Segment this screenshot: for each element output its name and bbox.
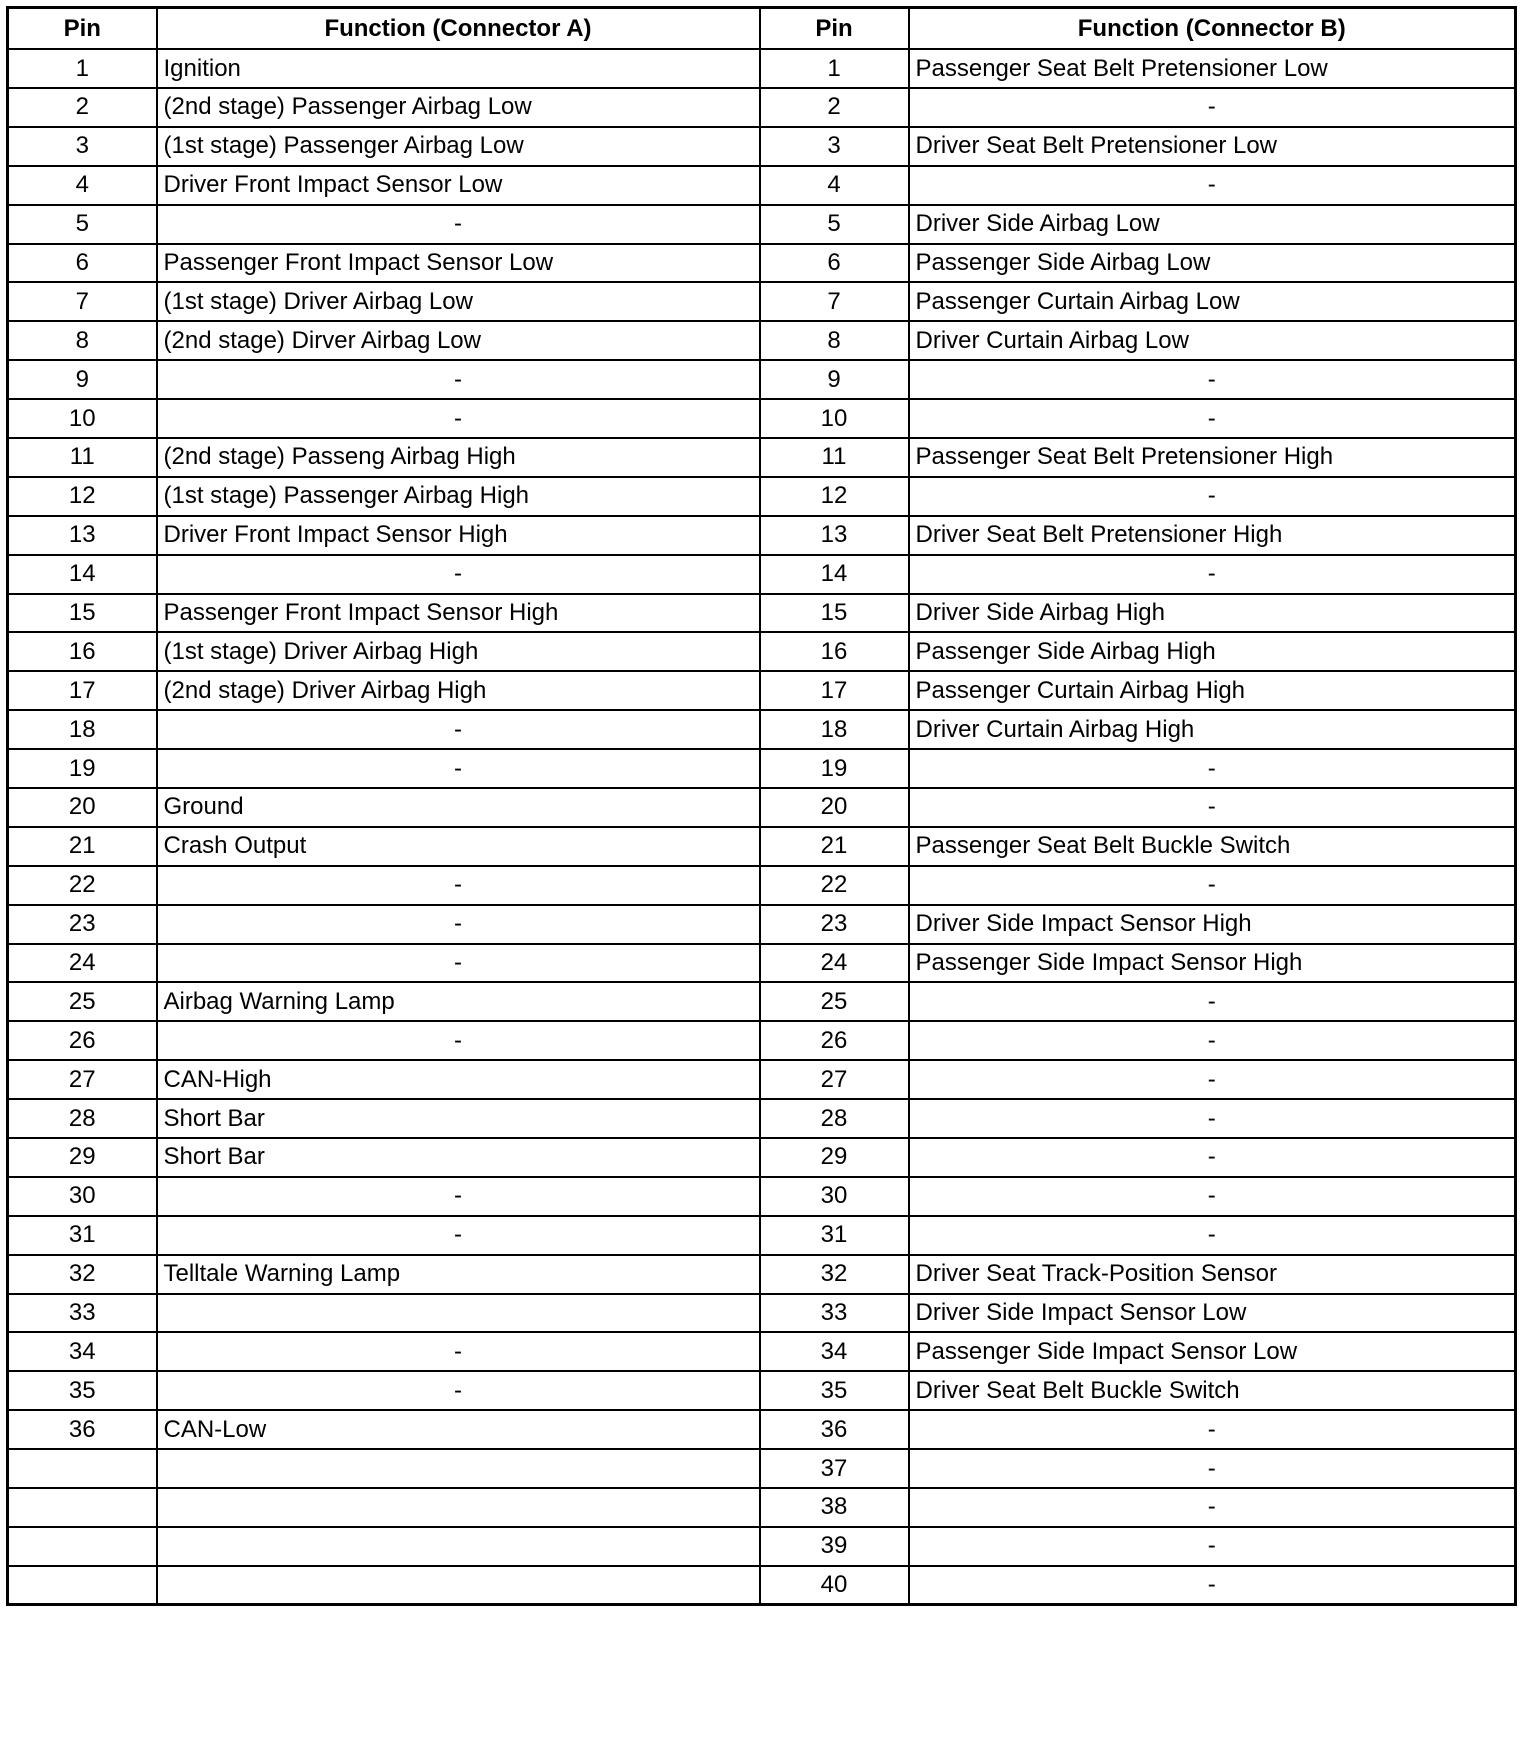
pin-a-cell: 23 [8, 905, 157, 944]
pin-b-cell: 32 [760, 1255, 909, 1294]
pin-b-cell: 28 [760, 1099, 909, 1138]
pin-b-cell: 15 [760, 594, 909, 633]
function-a-cell [157, 1566, 760, 1605]
pin-a-cell: 31 [8, 1216, 157, 1255]
function-a-cell: (2nd stage) Passenger Airbag Low [157, 88, 760, 127]
table-row [8, 749, 1516, 788]
function-b-cell: Driver Seat Belt Pretensioner High [909, 516, 1516, 555]
table-row [8, 710, 1516, 749]
pin-a-cell: 35 [8, 1371, 157, 1410]
pin-b-cell: 22 [760, 866, 909, 905]
function-b-cell: Driver Side Impact Sensor High [909, 905, 1516, 944]
pin-b-cell: 4 [760, 166, 909, 205]
pin-a-cell: 25 [8, 982, 157, 1021]
pin-a-cell [8, 1488, 157, 1527]
pin-a-cell: 3 [8, 127, 157, 166]
pin-a-cell: 9 [8, 360, 157, 399]
table-row [8, 1021, 1516, 1060]
pin-b-cell: 20 [760, 788, 909, 827]
function-b-cell: Driver Side Airbag High [909, 594, 1516, 633]
function-a-cell: - [157, 749, 760, 788]
function-b-cell: - [909, 1566, 1516, 1605]
pin-b-cell: 5 [760, 205, 909, 244]
function-b-cell: - [909, 749, 1516, 788]
pin-a-cell: 10 [8, 399, 157, 438]
function-b-cell: Passenger Seat Belt Buckle Switch [909, 827, 1516, 866]
pin-a-cell: 2 [8, 88, 157, 127]
function-b-cell: - [909, 88, 1516, 127]
function-b-cell: Passenger Side Impact Sensor Low [909, 1332, 1516, 1371]
pin-b-cell: 24 [760, 944, 909, 983]
table-row [8, 88, 1516, 127]
table-row [8, 166, 1516, 205]
function-b-cell: - [909, 866, 1516, 905]
pin-a-cell: 19 [8, 749, 157, 788]
table-row [8, 1410, 1516, 1449]
function-a-cell: Short Bar [157, 1138, 760, 1177]
table-row [8, 1099, 1516, 1138]
pin-b-cell: 37 [760, 1449, 909, 1488]
pin-b-cell: 12 [760, 477, 909, 516]
pin-a-cell: 30 [8, 1177, 157, 1216]
function-b-cell: - [909, 555, 1516, 594]
table-row [8, 1488, 1516, 1527]
function-a-cell: (2nd stage) Driver Airbag High [157, 671, 760, 710]
pin-a-cell: 34 [8, 1332, 157, 1371]
function-b-cell: - [909, 1449, 1516, 1488]
pin-a-cell: 6 [8, 244, 157, 283]
table-row [8, 1138, 1516, 1177]
table-row [8, 671, 1516, 710]
pin-b-cell: 14 [760, 555, 909, 594]
pin-a-cell: 20 [8, 788, 157, 827]
function-a-cell: Airbag Warning Lamp [157, 982, 760, 1021]
pin-b-cell: 18 [760, 710, 909, 749]
table-row [8, 827, 1516, 866]
function-b-cell: - [909, 982, 1516, 1021]
function-b-cell: Driver Seat Belt Pretensioner Low [909, 127, 1516, 166]
table-row [8, 594, 1516, 633]
pin-a-cell: 8 [8, 321, 157, 360]
table-row [8, 127, 1516, 166]
table-body [8, 49, 1516, 1605]
table-row [8, 982, 1516, 1021]
function-a-cell: CAN-Low [157, 1410, 760, 1449]
pin-b-cell: 3 [760, 127, 909, 166]
table-row [8, 1255, 1516, 1294]
function-a-cell: (2nd stage) Passeng Airbag High [157, 438, 760, 477]
table-row [8, 1566, 1516, 1605]
function-b-cell: Passenger Seat Belt Pretensioner Low [909, 49, 1516, 88]
pin-b-cell: 27 [760, 1060, 909, 1099]
function-a-cell: (1st stage) Passenger Airbag High [157, 477, 760, 516]
function-a-cell [157, 1488, 760, 1527]
pin-b-cell: 7 [760, 282, 909, 321]
function-a-cell: - [157, 555, 760, 594]
header-function-connector-a: Function (Connector A) [157, 8, 760, 50]
table-row [8, 1527, 1516, 1566]
function-a-cell: Short Bar [157, 1099, 760, 1138]
pin-b-cell: 30 [760, 1177, 909, 1216]
table-row [8, 438, 1516, 477]
pin-b-cell: 10 [760, 399, 909, 438]
pin-a-cell: 24 [8, 944, 157, 983]
function-b-cell: - [909, 1216, 1516, 1255]
function-b-cell: Driver Side Airbag Low [909, 205, 1516, 244]
pin-a-cell: 17 [8, 671, 157, 710]
function-b-cell: - [909, 1488, 1516, 1527]
pin-a-cell: 7 [8, 282, 157, 321]
pin-a-cell: 14 [8, 555, 157, 594]
table-row [8, 1060, 1516, 1099]
function-a-cell: (1st stage) Passenger Airbag Low [157, 127, 760, 166]
function-a-cell [157, 1294, 760, 1333]
pin-b-cell: 34 [760, 1332, 909, 1371]
pin-a-cell: 28 [8, 1099, 157, 1138]
table-row [8, 399, 1516, 438]
function-b-cell: Driver Seat Belt Buckle Switch [909, 1371, 1516, 1410]
table-row [8, 866, 1516, 905]
pin-a-cell: 4 [8, 166, 157, 205]
pin-b-cell: 40 [760, 1566, 909, 1605]
function-a-cell: CAN-High [157, 1060, 760, 1099]
function-a-cell: (1st stage) Driver Airbag Low [157, 282, 760, 321]
table-row [8, 516, 1516, 555]
table-row [8, 944, 1516, 983]
pin-a-cell: 22 [8, 866, 157, 905]
function-b-cell: Driver Curtain Airbag High [909, 710, 1516, 749]
pin-b-cell: 6 [760, 244, 909, 283]
function-b-cell: Passenger Curtain Airbag High [909, 671, 1516, 710]
function-b-cell: - [909, 477, 1516, 516]
function-b-cell: - [909, 360, 1516, 399]
table-row [8, 905, 1516, 944]
function-a-cell: Passenger Front Impact Sensor High [157, 594, 760, 633]
pin-a-cell: 5 [8, 205, 157, 244]
function-a-cell: Driver Front Impact Sensor Low [157, 166, 760, 205]
pin-b-cell: 2 [760, 88, 909, 127]
table-header-row [8, 8, 1516, 50]
function-b-cell: Passenger Side Impact Sensor High [909, 944, 1516, 983]
pin-b-cell: 11 [760, 438, 909, 477]
function-a-cell: - [157, 1021, 760, 1060]
function-b-cell: - [909, 1138, 1516, 1177]
header-pin-a: Pin [8, 8, 157, 50]
function-a-cell: - [157, 1216, 760, 1255]
function-b-cell: - [909, 1410, 1516, 1449]
header-pin-b: Pin [760, 8, 909, 50]
function-b-cell: - [909, 1060, 1516, 1099]
pin-b-cell: 23 [760, 905, 909, 944]
function-a-cell: Telltale Warning Lamp [157, 1255, 760, 1294]
pin-b-cell: 38 [760, 1488, 909, 1527]
table-row [8, 360, 1516, 399]
pin-b-cell: 16 [760, 632, 909, 671]
pin-a-cell: 33 [8, 1294, 157, 1333]
function-a-cell: - [157, 710, 760, 749]
pin-a-cell: 16 [8, 632, 157, 671]
function-a-cell: - [157, 1371, 760, 1410]
function-a-cell: Crash Output [157, 827, 760, 866]
function-a-cell: Passenger Front Impact Sensor Low [157, 244, 760, 283]
function-b-cell: Passenger Seat Belt Pretensioner High [909, 438, 1516, 477]
connector-pinout-table [6, 6, 1517, 1606]
pin-a-cell: 13 [8, 516, 157, 555]
function-a-cell: - [157, 205, 760, 244]
function-b-cell: Driver Curtain Airbag Low [909, 321, 1516, 360]
function-a-cell: - [157, 399, 760, 438]
function-b-cell: Passenger Side Airbag Low [909, 244, 1516, 283]
pin-b-cell: 8 [760, 321, 909, 360]
function-a-cell: - [157, 866, 760, 905]
pin-b-cell: 26 [760, 1021, 909, 1060]
table-row [8, 1449, 1516, 1488]
function-b-cell: Driver Seat Track-Position Sensor [909, 1255, 1516, 1294]
pin-b-cell: 31 [760, 1216, 909, 1255]
pin-b-cell: 13 [760, 516, 909, 555]
pin-a-cell: 1 [8, 49, 157, 88]
function-a-cell: Ground [157, 788, 760, 827]
table-row [8, 282, 1516, 321]
pin-a-cell: 32 [8, 1255, 157, 1294]
table-row [8, 477, 1516, 516]
pin-a-cell: 29 [8, 1138, 157, 1177]
function-a-cell: - [157, 905, 760, 944]
function-a-cell: - [157, 944, 760, 983]
pin-b-cell: 9 [760, 360, 909, 399]
table-row [8, 321, 1516, 360]
function-b-cell: - [909, 1527, 1516, 1566]
function-b-cell: Passenger Side Airbag High [909, 632, 1516, 671]
function-a-cell: (2nd stage) Dirver Airbag Low [157, 321, 760, 360]
pin-b-cell: 36 [760, 1410, 909, 1449]
pin-b-cell: 19 [760, 749, 909, 788]
table-row [8, 1216, 1516, 1255]
pin-a-cell: 36 [8, 1410, 157, 1449]
function-a-cell [157, 1449, 760, 1488]
pin-a-cell: 12 [8, 477, 157, 516]
function-a-cell: - [157, 1332, 760, 1371]
pin-a-cell: 21 [8, 827, 157, 866]
pin-a-cell: 26 [8, 1021, 157, 1060]
table-row [8, 632, 1516, 671]
function-a-cell: - [157, 360, 760, 399]
pin-b-cell: 39 [760, 1527, 909, 1566]
function-b-cell: - [909, 788, 1516, 827]
table-row [8, 1332, 1516, 1371]
function-a-cell: Ignition [157, 49, 760, 88]
function-b-cell: - [909, 166, 1516, 205]
pin-b-cell: 29 [760, 1138, 909, 1177]
pin-b-cell: 17 [760, 671, 909, 710]
pin-a-cell: 15 [8, 594, 157, 633]
pin-b-cell: 35 [760, 1371, 909, 1410]
pin-a-cell [8, 1449, 157, 1488]
header-function-connector-b: Function (Connector B) [909, 8, 1516, 50]
function-b-cell: - [909, 1099, 1516, 1138]
pin-b-cell: 25 [760, 982, 909, 1021]
table-row [8, 1177, 1516, 1216]
function-b-cell: Passenger Curtain Airbag Low [909, 282, 1516, 321]
function-a-cell: (1st stage) Driver Airbag High [157, 632, 760, 671]
table-row [8, 1371, 1516, 1410]
pin-b-cell: 33 [760, 1294, 909, 1333]
table-row [8, 1294, 1516, 1333]
function-a-cell [157, 1527, 760, 1566]
pin-a-cell: 11 [8, 438, 157, 477]
pin-b-cell: 21 [760, 827, 909, 866]
table-row [8, 788, 1516, 827]
function-b-cell: - [909, 1021, 1516, 1060]
function-b-cell: - [909, 399, 1516, 438]
function-a-cell: Driver Front Impact Sensor High [157, 516, 760, 555]
table-row [8, 49, 1516, 88]
function-b-cell: - [909, 1177, 1516, 1216]
pin-a-cell: 18 [8, 710, 157, 749]
function-b-cell: Driver Side Impact Sensor Low [909, 1294, 1516, 1333]
table-row [8, 205, 1516, 244]
pinout-document [6, 6, 1514, 1606]
table-row [8, 555, 1516, 594]
pin-b-cell: 1 [760, 49, 909, 88]
table-row [8, 244, 1516, 283]
function-a-cell: - [157, 1177, 760, 1216]
pin-a-cell: 27 [8, 1060, 157, 1099]
pin-a-cell [8, 1566, 157, 1605]
pin-a-cell [8, 1527, 157, 1566]
